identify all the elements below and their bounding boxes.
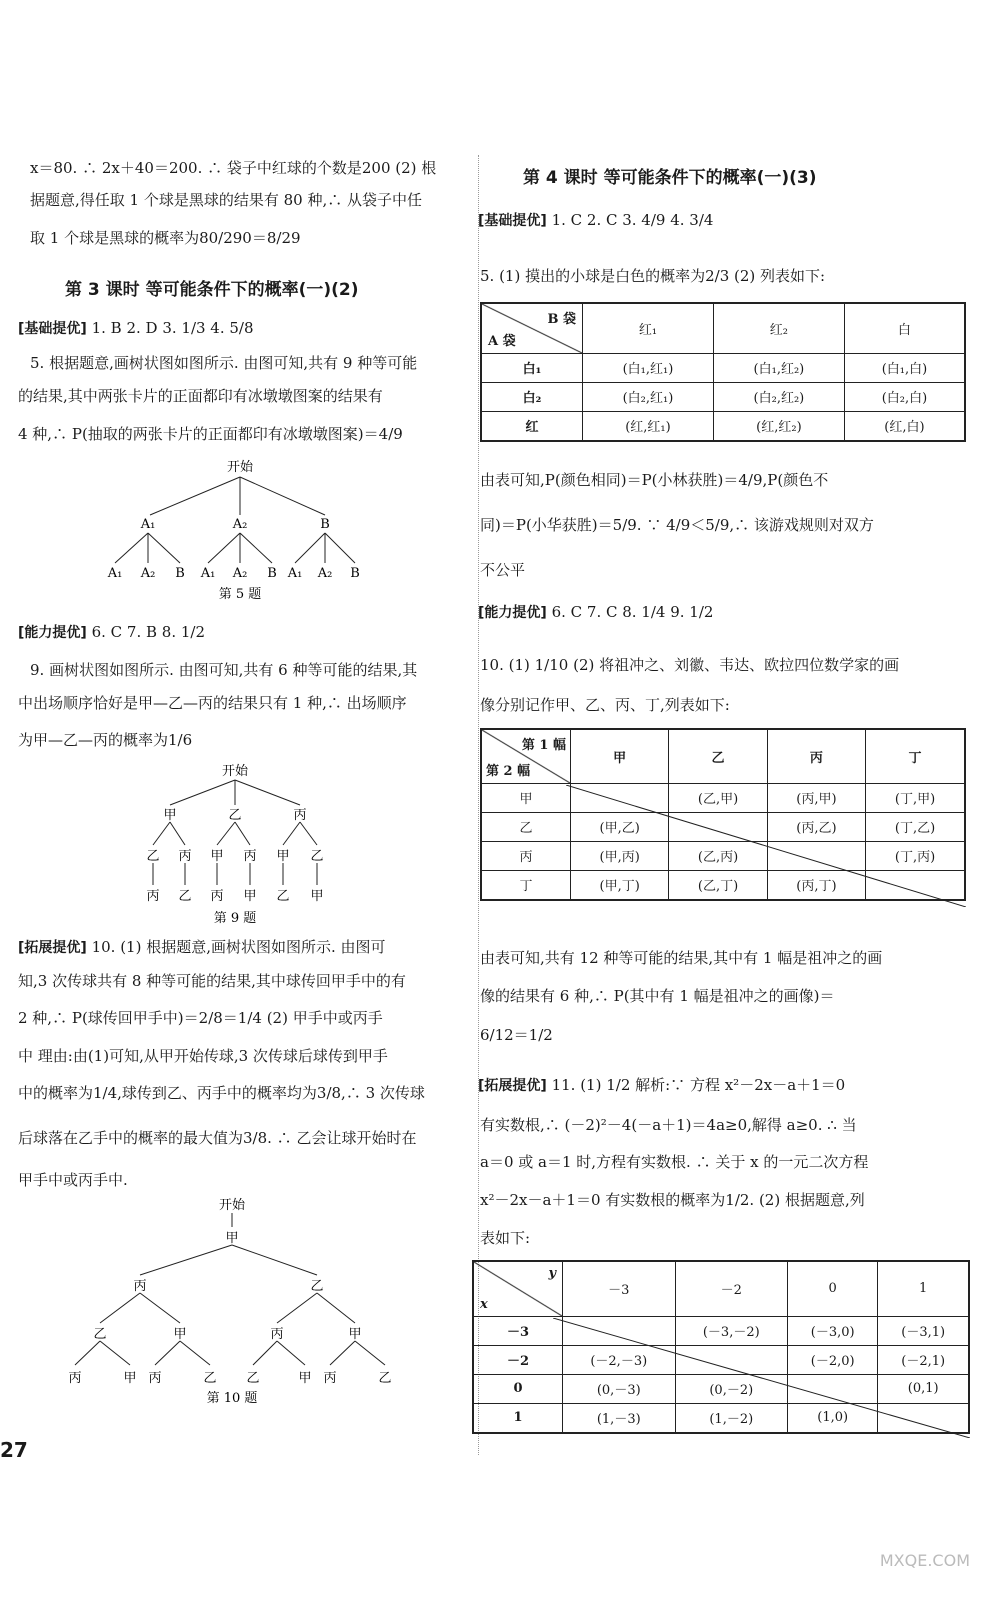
table-cell: (－3,－2)	[675, 1316, 788, 1345]
extend-row	[478, 1075, 845, 1096]
table-cell: (－3,1)	[878, 1316, 969, 1345]
tree-node: A₂	[232, 517, 248, 532]
table-cell: (乙,丙)	[669, 841, 767, 870]
tree-leaf: 丙	[146, 889, 160, 904]
table-cell: (乙,甲)	[669, 783, 767, 812]
column-header: 1	[878, 1261, 969, 1316]
table-cell: (红,红₁)	[583, 411, 714, 441]
tree-leaf: 丙	[68, 1371, 82, 1386]
text-line: 4 种,∴ P(抽取的两张卡片的正面都印有冰墩墩图案)＝4/9	[18, 425, 403, 443]
text-line: 同)＝P(小华获胜)＝5/9. ∵ 4/9＜5/9,∴ 该游戏规则对双方	[480, 516, 874, 534]
tree-node: 甲	[210, 849, 224, 864]
text-line: x＝80. ∴ 2x＋40＝200. ∴ 袋子中红球的个数是200 (2) 根	[30, 159, 437, 177]
row-header: －3	[473, 1316, 563, 1345]
tree-node: 甲	[173, 1327, 187, 1342]
tree-node: 乙	[310, 1279, 324, 1294]
column-header: 丙	[767, 729, 865, 783]
text-line: a＝0 或 a＝1 时,方程有实数根. ∴ 关于 x 的一元二次方程	[480, 1153, 869, 1171]
text-line: 6/12＝1/2	[480, 1026, 553, 1044]
ability-answers: 6. C 7. C 8. 1/4 9. 1/2	[551, 603, 714, 621]
tree-node: A₁	[140, 517, 156, 532]
table-corner	[481, 729, 571, 783]
tree-node: 乙	[310, 849, 324, 864]
row-header: 0	[473, 1374, 563, 1403]
tree-node: 丙	[243, 849, 257, 864]
table-cell: (－2,－3)	[563, 1345, 676, 1374]
row-header: 甲	[481, 783, 571, 812]
basic-answers-row	[18, 318, 254, 339]
row-header: 丙	[481, 841, 571, 870]
tree-root: 开始	[218, 1198, 246, 1213]
tree-root: 开始	[221, 764, 249, 779]
figure-caption: 第 10 题	[206, 1391, 258, 1406]
tree-node: 甲	[225, 1231, 239, 1246]
text-line: 为甲—乙—丙的概率为1/6	[18, 731, 193, 749]
lesson4-title: 第 4 课时 等可能条件下的概率(一)(3)	[523, 168, 817, 188]
basic-answers: 1. B 2. D 3. 1/3 4. 5/8	[91, 319, 254, 337]
column-header: 乙	[669, 729, 767, 783]
column-header: 白	[844, 303, 965, 353]
tree-leaf: 乙	[178, 889, 192, 904]
row-header: －2	[473, 1345, 563, 1374]
text-line: 由表可知,共有 12 种等可能的结果,其中有 1 幅是祖冲之的画	[480, 949, 883, 967]
table-row	[481, 353, 965, 382]
table-cell: (－2,0)	[788, 1345, 878, 1374]
text-line: 中出场顺序恰好是甲—乙—丙的结果只有 1 种,∴ 出场顺序	[18, 694, 407, 712]
table-row	[481, 382, 965, 411]
table-cell: (乙,丁)	[669, 870, 767, 900]
table-cell: (1,－2)	[675, 1403, 788, 1433]
extend-tag: [拓展提优]	[18, 940, 87, 956]
row-header: 1	[473, 1403, 563, 1433]
page-number: 27	[0, 1438, 28, 1462]
tree-leaf: B	[175, 566, 185, 581]
tree-leaf: 甲	[123, 1371, 137, 1386]
row-header: 丁	[481, 870, 571, 900]
lesson3-title: 第 3 课时 等可能条件下的概率(一)(2)	[65, 280, 359, 300]
text-line: 取 1 个球是黑球的概率为80/290＝8/29	[30, 229, 301, 247]
table-cell: (红,红₂)	[713, 411, 844, 441]
extend-row	[18, 937, 386, 958]
tree-node: 甲	[276, 849, 290, 864]
tree-leaf: 乙	[203, 1371, 217, 1386]
row-header: 乙	[481, 812, 571, 841]
tree-node: 丙	[270, 1327, 284, 1342]
text-line: 知,3 次传球共有 8 种等可能的结果,其中球传回甲手中的有	[18, 972, 406, 990]
column-header: 红₁	[583, 303, 714, 353]
column-header: －2	[675, 1261, 788, 1316]
table-cell: (甲,乙)	[571, 812, 669, 841]
tree-node: 丙	[293, 808, 307, 823]
tree-leaf: 甲	[243, 889, 257, 904]
table-cell: (丙,丁)	[767, 870, 865, 900]
table-cell: (丁,乙)	[866, 812, 965, 841]
text-line: 9. 画树状图如图所示. 由图可知,共有 6 种等可能的结果,其	[30, 661, 418, 679]
tree-root: 开始	[226, 460, 254, 475]
corner-bottom: A 袋	[488, 333, 516, 349]
corner-top: B 袋	[547, 312, 576, 327]
text-line: 2 种,∴ P(球传回甲手中)＝2/8＝1/4 (2) 甲手中或丙手	[18, 1009, 383, 1027]
tree-leaf: B	[350, 566, 360, 581]
table-cell: (丙,乙)	[767, 812, 865, 841]
table-cell: (1,0)	[788, 1403, 878, 1433]
diagonal-line	[553, 1318, 970, 1438]
text-line: 5. (1) 摸出的小球是白色的概率为2/3 (2) 列表如下:	[480, 267, 826, 285]
ability-answers: 6. C 7. B 8. 1/2	[91, 623, 205, 641]
tree-node: 甲	[163, 808, 177, 823]
figure-caption: 第 5 题	[218, 587, 262, 602]
tree-node: 乙	[228, 808, 242, 823]
basic-answers-row	[478, 210, 713, 231]
watermark: MXQE.COM	[879, 1551, 970, 1570]
tree-leaf: 甲	[310, 889, 324, 904]
text-line: 中 理由:由(1)可知,从甲开始传球,3 次传球后球传到甲手	[18, 1047, 388, 1065]
tree-node: 乙	[93, 1327, 107, 1342]
tree-leaf: 乙	[378, 1371, 392, 1386]
table-cell: (丁,丙)	[866, 841, 965, 870]
table-cell: (丁,甲)	[866, 783, 965, 812]
text-line: 不公平	[480, 561, 526, 579]
row-header: 白₂	[481, 382, 583, 411]
tree-leaf: 乙	[276, 889, 290, 904]
column-header: 甲	[571, 729, 669, 783]
tree-leaf: 丙	[148, 1371, 162, 1386]
tree-node: 乙	[146, 849, 160, 864]
tree-leaf: A₂	[317, 566, 333, 581]
text-line: 像分别记作甲、乙、丙、丁,列表如下:	[480, 696, 730, 714]
table-corner	[481, 303, 583, 353]
tree-node: 丙	[178, 849, 192, 864]
table-row	[481, 411, 965, 441]
basic-answers: 1. C 2. C 3. 4/9 4. 3/4	[551, 211, 714, 229]
corner-bottom: 第 2 幅	[486, 763, 531, 779]
table-cell: (白₁,红₂)	[713, 353, 844, 382]
tree-leaf: 乙	[246, 1371, 260, 1386]
text-line: 10. (1) 根据题意,画树状图如图所示. 由图可	[91, 938, 386, 956]
table-cell: (0,－2)	[675, 1374, 788, 1403]
tree-leaf: A₂	[232, 566, 248, 581]
table-cell: (0,－3)	[563, 1374, 676, 1403]
table-cell: (丙,甲)	[767, 783, 865, 812]
text-line: 的结果,其中两张卡片的正面都印有冰墩墩图案的结果有	[18, 387, 383, 405]
table-cell: (白₂,红₂)	[713, 382, 844, 411]
text-line: 像的结果有 6 种,∴ P(其中有 1 幅是祖冲之的画像)＝	[480, 987, 835, 1005]
row-header: 白₁	[481, 353, 583, 382]
text-line: 有实数根,∴ (－2)²－4(－a＋1)＝4a≥0,解得 a≥0. ∴ 当	[480, 1116, 857, 1134]
tree-leaf: 丙	[323, 1371, 337, 1386]
tree-leaf: A₂	[140, 566, 156, 581]
tree-leaf: A₁	[200, 566, 216, 581]
table-cell: (红,白)	[844, 411, 965, 441]
table-corner	[473, 1261, 563, 1316]
column-header: 丁	[866, 729, 965, 783]
tree-diagram-5	[90, 455, 390, 605]
table-cell: (白₁,白)	[844, 353, 965, 382]
basic-tag: [基础提优]	[18, 321, 87, 337]
tree-diagram-10	[55, 1195, 415, 1410]
tree-node: 甲	[348, 1327, 362, 1342]
tree-leaf: A₁	[107, 566, 123, 581]
text-line: 后球落在乙手中的概率的最大值为3/8. ∴ 乙会让球开始时在	[18, 1129, 417, 1147]
text-line: 甲手中或丙手中.	[18, 1171, 128, 1189]
table-cell: (甲,丙)	[571, 841, 669, 870]
ability-tag: [能力提优]	[18, 625, 87, 641]
diagonal-line	[566, 785, 966, 907]
text-line: 据题意,得任取 1 个球是黑球的结果有 80 种,∴ 从袋子中任	[30, 191, 423, 209]
text-line: 中的概率为1/4,球传到乙、丙手中的概率均为3/8,∴ 3 次传球	[18, 1084, 425, 1102]
text-line: x²－2x－a＋1＝0 有实数根的概率为1/2. (2) 根据题意,列	[480, 1191, 865, 1209]
text-line: 由表可知,P(颜色相同)＝P(小林获胜)＝4/9,P(颜色不	[480, 471, 829, 489]
tree-leaf: A₁	[287, 566, 303, 581]
table-cell: (0,1)	[878, 1374, 969, 1403]
column-header: 红₂	[713, 303, 844, 353]
figure-caption: 第 9 题	[213, 911, 257, 926]
ability-answers-row	[18, 622, 205, 643]
tree-leaf: 丙	[210, 889, 224, 904]
table-cell: (白₁,红₁)	[583, 353, 714, 382]
table-cell: (－3,0)	[788, 1316, 878, 1345]
text-line: 11. (1) 1/2 解析:∵ 方程 x²－2x－a＋1＝0	[551, 1076, 846, 1094]
ability-answers-row	[478, 602, 713, 623]
basic-tag: [基础提优]	[478, 213, 547, 229]
tree-node: 丙	[133, 1279, 147, 1294]
row-header: 红	[481, 411, 583, 441]
column-header: －3	[563, 1261, 676, 1316]
tree-node: B	[320, 517, 330, 532]
corner-top: y	[548, 1266, 556, 1281]
table-cell: (甲,丁)	[571, 870, 669, 900]
ability-tag: [能力提优]	[478, 605, 547, 621]
column-header: 0	[788, 1261, 878, 1316]
tree-leaf: B	[267, 566, 277, 581]
corner-bottom: x	[480, 1296, 488, 1312]
corner-top: 第 1 幅	[521, 738, 566, 753]
text-line: 表如下:	[480, 1229, 531, 1247]
tree-leaf: 甲	[298, 1371, 312, 1386]
table-cell: (白₂,红₁)	[583, 382, 714, 411]
extend-tag: [拓展提优]	[478, 1078, 547, 1094]
text-line: 10. (1) 1/10 (2) 将祖冲之、刘徽、韦达、欧拉四位数学家的画	[480, 656, 900, 674]
table-cell: (1,－3)	[563, 1403, 676, 1433]
text-line: 5. 根据题意,画树状图如图所示. 由图可知,共有 9 种等可能	[30, 354, 418, 372]
tree-diagram-9	[125, 760, 355, 930]
table-cell: (白₂,白)	[844, 382, 965, 411]
table-5	[480, 302, 966, 442]
table-cell: (－2,1)	[878, 1345, 969, 1374]
